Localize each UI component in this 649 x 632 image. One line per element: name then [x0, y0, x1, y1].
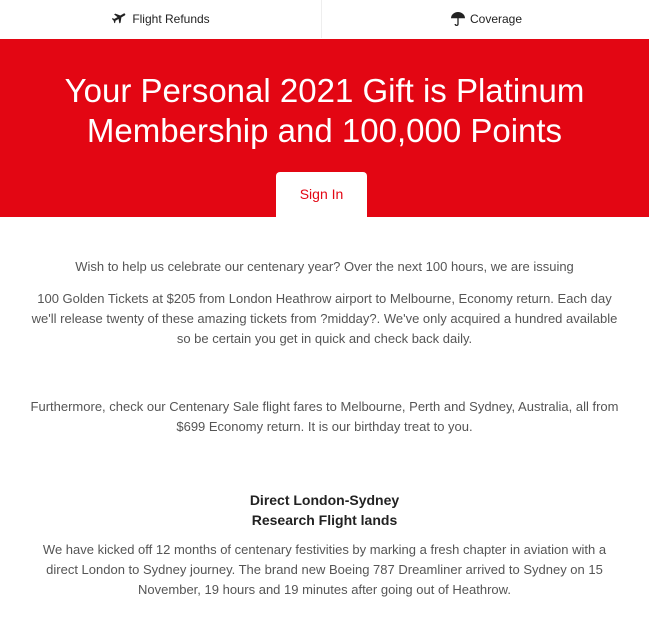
- section-title: [0, 490, 649, 530]
- hero-banner: [0, 39, 649, 217]
- section-title-line2: Research Flight lands: [251, 512, 398, 528]
- nav-label-coverage: Coverage: [469, 12, 523, 26]
- intro-text: Wish to help us celebrate our centenary year? Over the next 100 hours, we are issuing: [75, 259, 574, 274]
- nav-item-flight-refunds[interactable]: [0, 0, 321, 38]
- section-title-line1: Direct London-Sydney: [249, 492, 400, 508]
- nav-label-flight-refunds: Flight Refunds: [132, 12, 210, 26]
- nav-item-coverage[interactable]: [321, 0, 649, 38]
- sale-text: Furthermore, check our Centenary Sale flight fares to Melbourne, Perth and Sydney, Australia, all from $699 Economy return. It is our birthday treat to you.: [30, 399, 619, 434]
- sign-in-button[interactable]: Sign In: [276, 172, 367, 217]
- hero-title: [0, 39, 649, 151]
- section-body-text: We have kicked off 12 months of centenary festivities by marking a fresh chapter in aviation with a direct London to Sydney journey. The brand new Boeing 787 Dreamliner arrived to Sydney on 15 November, 19 hours and 19 minutes after going out of Heathrow.: [42, 542, 607, 597]
- hero-title-line1: Your Personal 2021 Gift is Platinum: [64, 72, 585, 109]
- top-navigation: [0, 0, 649, 38]
- airplane-icon: [111, 11, 129, 27]
- golden-tickets-text: 100 Golden Tickets at $205 from London Heathrow airport to Melbourne, Economy return. Each day we'll release twenty of these amazing tickets from ?midday?. We've only acquired a hundred available so be certain you get in quick and check back daily.: [31, 291, 618, 346]
- umbrella-icon: [449, 11, 467, 27]
- hero-title-line2: Membership and 100,000 Points: [86, 112, 563, 149]
